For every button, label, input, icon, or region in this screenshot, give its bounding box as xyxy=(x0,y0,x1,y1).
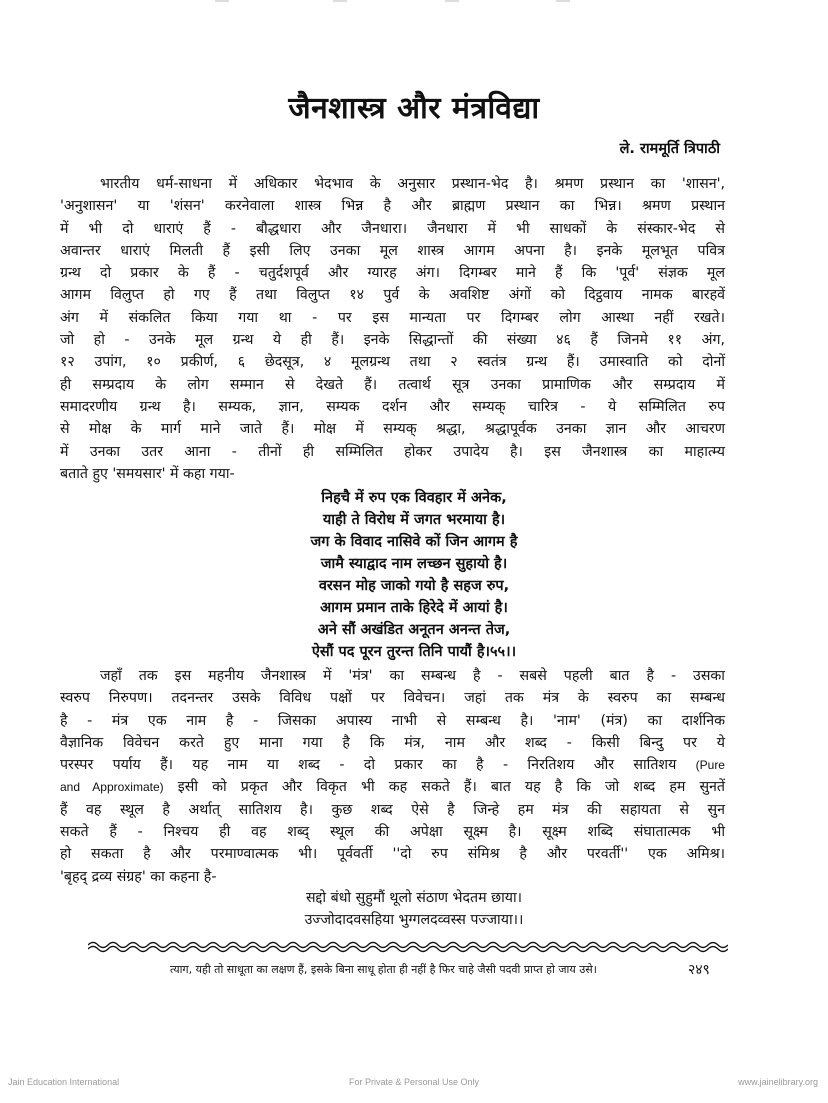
text-line: हैं वह स्थूल है अर्थात् सातिशय है। कुछ शब्द ऐसे है जिन्हे हम मंत्र की सहायता से सुन xyxy=(60,801,725,818)
text-segment: इसी को प्रकृत और विकृत भी कह सकते हैं। बात यह है कि जो शब्द हम सुनतें xyxy=(177,779,725,796)
verse-line: निहचै में रुप एक विवहार में अनेक, xyxy=(321,490,507,506)
verse-samaysar xyxy=(0,487,828,663)
text-line-with-latin xyxy=(60,754,725,776)
watermark-usage-notice: For Private & Personal Use Only xyxy=(348,1077,480,1087)
text-line: अंग में संकलित किया गया था - पर इस मान्यता पर दिगम्बर लोग आस्था नहीं रखते। xyxy=(60,309,725,326)
verse-line: अने सौं अखंडित अनूतन अनन्त तेज, xyxy=(317,622,511,638)
text-line: सकते हैं - निश्चय ही वह शब्द् स्थूल की अपेक्षा सूक्ष्म है। सूक्ष्म शब्दि संघातात्मक भी xyxy=(60,824,725,841)
text-line: अवान्तर धाराएं मिलती हैं इसी लिए उनका मूल शास्त्र आगम अपना है। इनके मूलभूत पवित्र xyxy=(60,242,725,259)
watermark-publisher: Jain Education International xyxy=(8,1077,120,1087)
wavy-divider xyxy=(88,940,728,954)
text-line: में भी दो धाराएं हैं - बौद्धधारा और जैनधारा। जैनधारा में भी साधकों के संस्कार-भेद से xyxy=(60,220,725,237)
text-line: जहाँ तक इस महनीय जैनशास्त्र में 'मंत्र' का सम्बन्ध है - सबसे पहली बात है - उसका xyxy=(100,668,725,684)
verse-line: आगम प्रमान ताके हिरेदे में आयां है। xyxy=(320,600,508,616)
footer-quote: त्याग, यही तो साधूता का लक्षण हैं, इसके बिना साधू होता ही नहीं है फिर चाहे जैसी पदवी प्राप्त हो जाय उसे। xyxy=(170,963,597,976)
verse-line: याही ते विरोध में जगत भरमाया है। xyxy=(322,512,506,528)
verse-line: ऐसौं पद पूरन तुरन्त तिनि पायौं है।५५।। xyxy=(311,644,517,660)
text-line: 'अनुशासन' या 'शंसन' करनेवाला शास्त्र भिन्न है और ब्राह्मण प्रस्थान का भिन्न। श्रमण प्रस्थान xyxy=(60,198,725,215)
scan-edge-marks xyxy=(0,0,828,3)
verse-line: जामै स्याद्वाद नाम लच्छन सुहायो है। xyxy=(320,556,508,572)
text-line: स्वरुप निरुपण। तदनन्तर उसके विविध पक्षों पर विवेचन। जहां तक मंत्र के स्वरुप का सम्बन्ध xyxy=(60,690,725,707)
text-line: में उनका उतर आना - तीनों ही सम्मिलित होकर उपादेय है। इस जैनशास्त्र का माहात्म्य xyxy=(60,443,725,460)
verse-line: उज्जोदादवसहिया भुग्गलदव्वस्स पज्जाया।। xyxy=(304,912,524,928)
verse-line: सद्दो बंधो सुहुमौं थूलो संठाण भेदतम छाया। xyxy=(305,890,523,906)
watermark-website-link[interactable]: www.jainelibrary.org xyxy=(738,1077,818,1087)
latin-term: (Pure xyxy=(695,758,725,773)
text-line: है - मंत्र एक नाम है - जिसका अपास्य नाभी से सम्बन्ध है। 'नाम' (मंत्र) का दार्शनिक xyxy=(60,712,725,729)
text-line: १२ उपांग, १० प्रकीर्ण, ६ छेदसूत्र, ४ मूलग्रन्थ तथा २ स्वतंत्र ग्रन्थ हैं। उमास्वाति को दोनों xyxy=(60,354,725,371)
text-line: वैज्ञानिक विवेचन करते हुए माना गया है कि मंत्र, नाम और शब्द - किसी बिन्दु पर ये xyxy=(60,734,725,751)
article-title: जैनशास्त्र और मंत्रविद्या xyxy=(288,91,540,126)
verse-dravya-sangrah xyxy=(0,887,828,931)
article-author: ले. राममूर्ति त्रिपाठी xyxy=(619,141,720,157)
text-line: भारतीय धर्म-साधना में अधिकार भेदभाव के अनुसार प्रस्थान-भेद है। श्रमण प्रस्थान का 'शासन', xyxy=(100,176,725,192)
text-line: समादरणीय ग्रन्थ है। सम्यक, ज्ञान, सम्यक दर्शन और सम्यक् चारित्र - ये सम्मिलित रुप xyxy=(60,398,725,415)
paragraph-2 xyxy=(60,665,725,888)
text-line: जो हो - उनके मूल ग्रन्थ ये ही हैं। इनके सिद्धान्तों की संख्या ४६ हैं जिनमे ११ अंग, xyxy=(60,332,725,349)
latin-term: and Approximate) xyxy=(60,780,164,795)
text-line: आगम विलुप्त हो गए हैं तथा विलुप्त १४ पुर्व के अवशिष्ट अंगों को दिट्ठवाय नामक बारहवें xyxy=(60,287,725,304)
text-line: ग्रन्थ दो प्रकार के हैं - चतुर्दशपूर्व और ग्यारह अंग। दिगम्बर माने हैं कि 'पूर्व' संज्ञक मूल xyxy=(60,265,725,282)
verse-line: वरसन मोह जाको गयो है सहज रुप, xyxy=(318,578,510,594)
text-segment: परस्पर पर्याय हैं। यह नाम या शब्द - दो प्रकार का है - निरतिशय और सातिशय xyxy=(60,757,677,774)
text-line: ही सम्प्रदाय के लोग सम्मान से देखते हैं। तत्वार्थ सूत्र उनका प्रामाणिक और सम्प्रदाय में xyxy=(60,376,725,393)
text-line-with-latin xyxy=(60,776,725,798)
page-number: २४९ xyxy=(688,962,710,978)
text-line: बताते हुए 'समयसार' में कहा गया- xyxy=(60,465,235,482)
paragraph-1 xyxy=(60,173,725,485)
text-line: से मोक्ष के मार्ग माने जाते हैं। मोक्ष में सम्यक् श्रद्धा, श्रद्धापूर्वक उनका ज्ञान और आचरण xyxy=(60,421,725,438)
text-line: हो सकता है और परमाण्वात्मक भी। पूर्ववर्ती ''दो रुप संमिश्र है और परवर्ती'' एक अमिश्र। xyxy=(60,846,725,863)
verse-line: जग के विवाद नासिवे कों जिन आगम है xyxy=(310,534,518,550)
text-line: 'बृहद् द्रव्य संग्रह' का कहना है- xyxy=(60,868,217,885)
